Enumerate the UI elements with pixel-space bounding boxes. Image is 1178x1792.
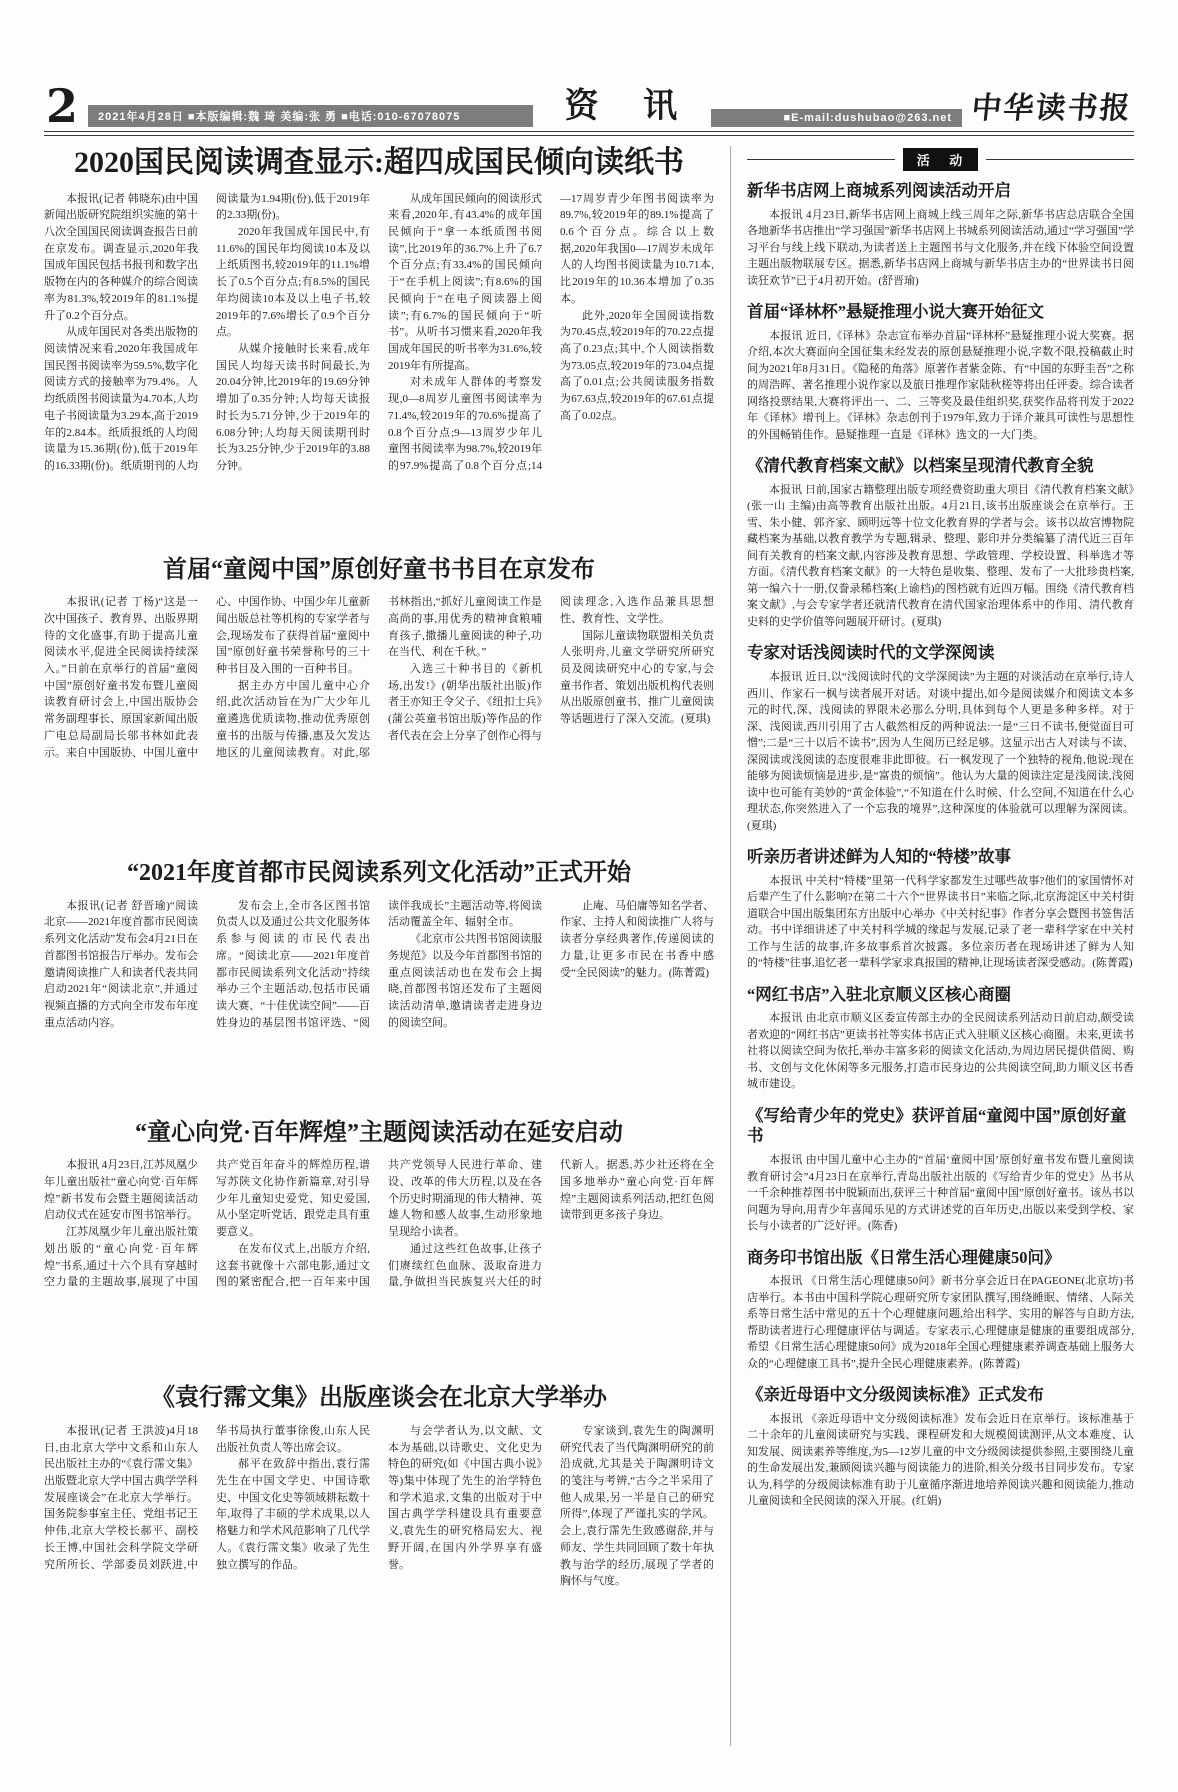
- article-title: “2021年度首都市民阅读系列文化活动”正式开始: [127, 860, 631, 887]
- article-yanan-reading-launch: [44, 1120, 714, 1372]
- article-title: 《袁行霈文集》出版座谈会在北京大学举办: [151, 1385, 607, 1412]
- edition-info-bar: 2021年4月28日 ■本版编辑:魏 琦 美编:张 勇 ■电话:010-67078075: [88, 105, 533, 127]
- article-paragraph: 对未成年人群体的考察发现,0—8周岁儿童图书阅读率为71.4%,较2019年的70.6%提高了0.8个百分点;9—13周岁少年儿童图书阅读率为98.7%,较2019年的97.9%提高了0.8个百分点;14—17周岁青少年图书阅读率为89.7%,较2019年的89.1%提高了0.6个百分点。综合以上数据,2020年我国0—17周岁未成年人的人均图书阅读量为10.71本,比2019年的10.36本增加了0.35本。: [388, 192, 714, 472]
- article-paragraph: 发布会上,全市各区图书馆负责人以及通过公共文化服务体系参与阅读的市民代表出席。“阅读北京——2021年度首都市民阅读系列文化活动”持续举办三个主题活动,包括市民诵读大赛、“十佳优读空间”——百姓身边的基层图书馆评选、“阅读伴我成长”主题活动等,将阅读活动覆盖全年、辐射全市。: [216, 899, 542, 1029]
- activity-article-body: [747, 873, 1134, 972]
- article-body: [44, 1157, 714, 1371]
- newspaper-masthead: 中华读书报: [969, 91, 1134, 126]
- activity-article-paragraph: 本报讯 由中国儿童中心主办的“首届‘童阅中国’原创好童书发布暨儿童阅读教育研讨会”4月23日在京举行,青岛出版社出版的《写给青少年的党史》丛书从一千余种推荐图书中脱颖而出,获评三十种首届“童阅中国”原创好童书。该丛书以问题为导向,用青少年喜闻乐见的方式讲述党的百年历史,出版以来受到学校、家长与小读者的广泛好评。(陈香): [747, 1154, 1134, 1232]
- activity-badge-row: [747, 148, 1134, 171]
- activity-article-qing-archives: [747, 456, 1134, 630]
- article-national-reading-survey: [44, 146, 714, 543]
- article-paragraph: 2020年我国成年国民中,有11.6%的国民年均阅读10本及以上纸质图书,较2019年的11.1%增长了0.5个百分点;有8.5%的国民年均阅读10本及以上电子书,较2019年的7.6%增长了0.9个百分点。: [216, 225, 370, 339]
- article-body: [44, 191, 714, 543]
- activity-article-paragraph: 本报讯 由北京市顺义区委宣传部主办的全民阅读系列活动日前启动,颇受读者欢迎的“网红书店”更读书社等实体书店正式入驻顺义区核心商圈。未来,更读书社将以阅读空间为依托,举办丰富多彩的阅读文化活动,为周边居民提供借阅、购书、文创与文化休闲等多元服务,打造市民身边的公共阅读空间,助力顺义区书香城市建设。: [747, 1012, 1134, 1091]
- activity-article-paragraph: 本报讯 日前,国家古籍整理出版专项经费资助重大项目《清代教育档案文献》(张一山 主编)由高等教育出版社出版。4月21日,该书出版座谈会在京举行。王雪、朱小健、郭齐家、顾明远等十位文化教育界的学者与会。该书以故宫博物院藏档案为基础,以教育教学为专题,辑录、整理、影印并分类编纂了清代近三百年间有关教育的档案文献,内容涉及教育思想、学政管理、学校设置、科举选才等方面。《清代教育档案文献》的一大特色是收集、整理、发布了一大批珍贵档案,第一编六十一册,仅誊录稀档案(上谕档)的图档就有近四万幅。围绕《清代教育档案文献》,与会专家学者还就清代教育在清代国家治理体系中的作用、清代教育史料的史学价值等问题展开研讨。(夏琪): [747, 483, 1134, 628]
- badge-rule-right: [986, 159, 1134, 160]
- activity-article-title: 《写给青少年的党史》获评首届“童阅中国”原创好童书: [747, 1105, 1127, 1146]
- article-title: 首届“童阅中国”原创好童书书目在京发布: [163, 556, 595, 583]
- page-number: 2: [46, 78, 79, 133]
- page-header: [44, 78, 1134, 133]
- article-paragraph: 此外,2020年全国阅读指数为70.45点,较2019年的70.22点提高了0.23点;其中,个人阅读指数为73.05点,较2019年的73.04点提高了0.01点;公共阅读服务指数为67.63点,较2019年的67.61点提高了0.02点。: [560, 309, 714, 422]
- activity-article-wanghong-bookstore: [747, 985, 1134, 1093]
- activity-article-title: “网红书店”入驻北京顺义区核心商圈: [747, 984, 1011, 1004]
- article-capital-citizens-reading: [44, 860, 714, 1106]
- activity-article-paragraph: 本报讯 《日常生活心理健康50问》新书分享会近日在PAGEONE(北京坊)书店举行。本书由中国科学院心理研究所专家团队撰写,围绕睡眠、情绪、人际关系等日常生活中常见的五十个心理健康问题,给出科学、实用的解答与自助方法,帮助读者进行心理健康评估与调适。专家表示,心理健康是健康的重要组成部分,希望《日常生活心理健康50问》成为2018年全国心理健康素养调查基础上服务大众的“心理健康工具书”,提升全民心理健康素养。(陈菁霞): [747, 1275, 1134, 1370]
- activity-article-body: [747, 207, 1134, 290]
- article-paragraph: 本报讯(记者 韩晓东)由中国新闻出版研究院组织实施的第十八次全国国民阅读调查报告日前在京发布。调查显示,2020年我国成年国民包括书报刊和数字出版物在内的各种媒介的综合阅读率为81.3%,较2019年的81.1%提升了0.2个百分点。: [44, 192, 198, 322]
- article-paragraph: 《北京市公共图书馆阅读服务规范》以及今年首都图书馆的重点阅读活动也在发布会上揭晓,首都图书馆还发布了主题阅读活动清单,邀请读者走进身边的阅读空间。: [388, 933, 542, 1029]
- activity-article-deep-reading-dialogue: [747, 643, 1134, 834]
- activity-article-paragraph: 本报讯 4月23日,新华书店网上商城上线三周年之际,新华书店总店联合全国各地新华书店推出“学习强国”新华书店网上书城系列阅读活动,通过“学习强国”学习平台与线上线下联动,为读者送上主题图书与文化服务,并在线下体验空间设置主题出版物联展专区。据悉,新华书店网上商城与新华书店主办的“世界读书日阅读狂欢节”已于4月初开始。(舒晋瑜): [747, 208, 1134, 287]
- activity-article-title: 新华书店网上商城系列阅读活动开启: [747, 181, 1011, 200]
- article-paragraph: 国际儿童读物联盟相关负责人张明舟,儿童文学研究所研究员及阅读研究中心的专家,与会童书作者、策划出版机构代表则从出版原创童书、推广儿童阅读等话题进行了深入交流。(夏琪): [560, 629, 714, 726]
- article-tongyue-china-booklist: [44, 557, 714, 847]
- article-paragraph: 本报讯 4月23日,江苏凤凰少年儿童出版社“童心向党·百年辉煌”新书发布会暨主题阅读活动启动仪式在延安市图书馆举行。: [44, 1159, 198, 1222]
- activity-column: [730, 146, 1134, 1746]
- activity-article-body: [747, 1010, 1134, 1093]
- activity-article-paragraph: 本报讯 近日,《译林》杂志宣布举办首届“译林杯”悬疑推理小说大奖赛。据介绍,本次大赛面向全国征集未经发表的原创悬疑推理小说,字数不限,投稿截止时间为2021年8月31日。《隐秘的角落》原著作者紫金陈、有“中国的东野圭吾”之称的周浩晖、著名推理小说作家以及旅日推理作家陆秋槎等将出任评委。综合读者网络投票结果,大赛将评出一、二、三等奖及最佳组织奖,获奖作品将刊发于2022年《译林》增刊上。《译林》杂志创刊于1979年,致力于译介兼具可读性与思想性的外国畅销佳作。悬疑推理一直是《译林》选文的一大门类。: [747, 329, 1134, 441]
- activity-article-party-history-book: [747, 1106, 1134, 1235]
- article-body: [44, 898, 714, 1106]
- activity-article-title: 首届“译林杯”悬疑推理小说大赛开始征文: [747, 302, 1044, 322]
- article-paragraph: 在发布仪式上,出版方介绍,这套书就像十六部电影,通过文图的紧密配合,把一百年来中国共产党领导人民进行革命、建设、改革的伟大历程,以及在各个历史时期涌现的伟大精神、英雄人物和感人故事,生动形象地呈现给小读者。: [216, 1159, 542, 1289]
- activity-article-body: [747, 482, 1134, 631]
- activity-article-paragraph: 本报讯 近日,以“浅阅读时代的文学深阅读”为主题的对谈活动在京举行,诗人西川、作家石一枫与读者展开对话。对谈中提出,如今是阅读媒介和阅读文本多元的时代,深、浅阅读的界限未必那么分明,具体到每个人更是多种多样。对于深、浅阅读,西川引用了古人截然相反的两种说法:一是“三日不读书,便觉面目可憎”;二是“三十以后不读书”,因为人生阅历已经足够。这显示出古人对读与不读、深阅读或浅阅读的态度很难非此即彼。石一枫发现了一个独特的视角,他说:现在能够为阅读烦恼是进步,是“富贵的烦恼”。他认为大量的阅读注定是浅阅读,浅阅读中也可能有美妙的“黄金体验”,“不知道在什么时候、什么空间,不知道在什么心理状态,你突然进入了一个忘我的境界”,这种深度的体验就可以理解为深阅读。(夏琪): [747, 671, 1134, 832]
- activity-article-paragraph: 本报讯 中关村“特楼”里第一代科学家都发生过哪些故事?他们的家国情怀对后辈产生了什么影响?在第二十六个“世界读书日”来临之际,北京海淀区中关村街道联合中国出版集团东方出版中心举办《中关村纪事》作者分享会暨图书签售活动。书中详细讲述了中关村科学城的缘起与发展,记录了老一辈科学家在中关村工作与生活的故事,许多故事系首次披露。多位亲历者在现场讲述了鲜为人知的“特楼”往事,追忆老一辈科学家求真报国的精神,让现场读者深受感动。(陈菁霞): [747, 874, 1134, 970]
- activity-article-body: [747, 669, 1134, 834]
- article-yuanxingpei-symposium: [44, 1385, 714, 1735]
- article-paragraph: 从成年国民对各类出版物的阅读情况来看,2020年我国成年国民图书阅读率为59.5%,数字化阅读方式的接触率为79.4%。人均纸质图书阅读量为4.70本,人均电子书阅读量为3.29本,高于2019年的2.84本。纸质报纸的人均阅读量为15.36期(份),低于2019年的16.33期(份)。纸质期刊的人均阅读量为1.94期(份),低于2019年的2.33期(份)。: [44, 192, 370, 472]
- article-paragraph: 郝平在致辞中指出,袁行霈先生在中国文学史、中国诗歌史、中国文化史等领域耕耘数十年,取得了丰硕的学术成果,以人格魅力和学术风范影响了几代学人。《袁行霈文集》收录了先生独立撰写的作品。: [216, 1458, 370, 1571]
- activity-badge: 活 动: [903, 148, 979, 171]
- header-rule: [44, 131, 1134, 136]
- activity-article-xinhua-mall: [747, 181, 1134, 289]
- activity-article-body: [747, 1152, 1134, 1235]
- article-body: [44, 1423, 714, 1735]
- activity-article-title: 专家对话浅阅读时代的文学深阅读: [747, 643, 995, 663]
- badge-rule-left: [747, 159, 895, 160]
- article-paragraph: 从媒介接触时长来看,成年国民人均每天读书时间最长,为20.04分钟,比2019年的19.69分钟增加了0.35分钟;人均每天读报时长为5.71分钟,少于2019年的6.08分钟;人均每天阅读期刊时长为3.25分钟,少于2019年的3.88分钟。: [216, 342, 370, 472]
- article-paragraph: 据主办方中国儿童中心介绍,此次活动旨在为广大少年儿童遴选优质读物,推动优秀原创童书的出版与传播,惠及欠发达地区的儿童阅读教育。对此,邬书林指出,“抓好儿童阅读工作是高尚的事,用优秀的精神食粮哺育孩子,撒播儿童阅读的种子,功在当代、利在千秋。”: [216, 596, 542, 759]
- activity-article-yilin-contest: [747, 302, 1134, 443]
- article-paragraph: 本报讯(记者 舒晋瑜)“阅读北京——2021年度首都市民阅读系列文化活动”发布会4月21日在首都图书馆报告厅举办。发布会邀请阅读推广人和读者代表共同启动2021年“阅读北京”,并通过视频直播的方式向全市发布年度重点活动内容。: [44, 899, 198, 1029]
- article-paragraph: 通过这些红色故事,让孩子们赓续红色血脉、汲取奋进力量,争做担当民族复兴大任的时代新人。据悉,苏少社还将在全国多地举办“童心向党·百年辉煌”主题阅读系列活动,把红色阅读带到更多孩子身边。: [388, 1159, 714, 1289]
- article-title: “童心向党·百年辉煌”主题阅读活动在延安启动: [134, 1119, 623, 1146]
- article-paragraph: 与会学者认为,以文献、文本为基础,以诗歌史、文化史为特色的研究(如《中国古典小说》等)集中体现了先生的治学特色和学术追求,文集的出版对于中国古典学学科建设具有重要意义,袁先生的研究格局宏大、视野开阔,在国内外学界享有盛誉。: [388, 1424, 542, 1571]
- main-articles-zone: [44, 146, 730, 1746]
- article-paragraph: 江苏凤凰少年儿童出版社策划出版的“童心向党·百年辉煌”书系,通过十六个具有穿越时空力量的主题故事,展现了中国共产党百年奋斗的辉煌历程,谱写苏陕文化协作新篇章,对引导少年儿童知史爱党、知史爱国,从小坚定听党话、跟党走具有重要意义。: [44, 1159, 370, 1289]
- article-body: [44, 594, 714, 846]
- activity-article-title: 《清代教育档案文献》以档案呈现清代教育全貌: [747, 456, 1094, 476]
- section-title: 资 讯: [564, 88, 696, 125]
- activity-article-body: [747, 328, 1134, 444]
- article-paragraph: 本报讯(记者 丁杨)“这是一次中国孩子、教育界、出版界期待的文化盛事,有助于提高儿童阅读水平,促进全民阅读持续深入。”日前在京举行的首届“童阅中国”原创好童书发布暨儿童阅读教育研讨会上,中国出版协会常务副理事长、原国家新闻出版广电总局副局长邬书林如此表示。来自中国版协、中国儿童中心、中国作协、中国少年儿童新闻出版总社等机构的专家学者与会,现场发布了获得首届“童阅中国”原创好童书荣誉称号的三十种书目及入围的一百种书目。: [44, 596, 370, 759]
- activity-article-body: [747, 1273, 1134, 1372]
- main-headline: 2020国民阅读调查显示:超四成国民倾向读纸书: [74, 146, 684, 179]
- activity-article-title: 《亲近母语中文分级阅读标准》正式发布: [747, 1385, 1044, 1405]
- article-paragraph: 止庵、马伯庸等知名学者、作家、主持人和阅读推广人将与读者分享经典著作,传递阅读的力量,让更多市民在书香中感受“全民阅读”的魅力。(陈菁霞): [560, 899, 714, 979]
- article-paragraph: 入选三十种书目的《新机场,出发!》(朝华出版社出版)作者王亦知王令父子、《纽扣士兵》(蒲公英童书馆出版)等作品的作者代表在会上分享了创作心得与阅读理念,入选作品兼具思想性、教育性、文学性。: [388, 596, 714, 742]
- activity-article-telou-stories: [747, 847, 1134, 972]
- activity-article-mental-health-book: [747, 1248, 1134, 1373]
- activity-article-paragraph: 本报讯 《亲近母语中文分级阅读标准》发布会近日在京举行。该标准基于二十余年的儿童阅读研究与实践、课程研发和大规模阅读测评,从文本难度、认知发展、阅读素养等维度,为5—12岁儿童的中文分级阅读提供参照,主要围绕儿童的生命发展出发,兼顾阅读兴趣与阅读能力的进阶,相关分级书目同步发布。专家认为,科学的分级阅读标准有助于儿童循序渐进地培养阅读兴趣和阅读能力,推动儿童阅读和全民阅读的深入开展。(红娟): [747, 1412, 1134, 1508]
- activity-article-graded-reading-standard: [747, 1385, 1134, 1510]
- activity-article-title: 商务印书馆出版《日常生活心理健康50问》: [747, 1247, 1061, 1267]
- activity-article-title: 听亲历者讲述鲜为人知的“特楼”故事: [747, 847, 1011, 866]
- article-paragraph: 从成年国民倾向的阅读形式来看,2020年,有43.4%的成年国民倾向于“拿一本纸质图书阅读”,比2019年的36.7%上升了6.7个百分点;有33.4%的国民倾向于“在手机上阅读”;有8.6%的国民倾向于“在电子阅读器上阅读”;有6.7%的国民倾向于“听书”。从听书习惯来看,2020年我国成年国民的听书率为31.6%,较2019年有所提高。: [388, 192, 542, 372]
- article-paragraph: 专家谈到,袁先生的陶渊明研究代表了当代陶渊明研究的前沿成就,尤其是关于陶渊明诗文的笺注与考辨,“古今之半采用了他人成果,另一半是自己的研究所得”,体现了严谨扎实的学风。会上,袁行霈先生致感谢辞,并与师友、学生共同回顾了数十年执教与治学的经历,展现了学者的胸怀与气度。: [560, 1424, 714, 1588]
- email-bar: ■E-mail:dushubao@263.net: [711, 109, 962, 127]
- page-body: [44, 146, 1134, 1746]
- article-paragraph: 本报讯(记者 王洪波)4月18日,由北京大学中文系和山东人民出版社主办的“《袁行霈文集》出版暨北京大学中国古典学学科发展座谈会”在北京大学举行。国务院参事室主任、党组书记王仲伟,北京大学校长郝平、副校长王博,中国社会科学院文学研究所所长、学部委员刘跃进,中华书局执行董事徐俊,山东人民出版社负责人等出席会议。: [44, 1424, 370, 1571]
- activity-article-body: [747, 1411, 1134, 1510]
